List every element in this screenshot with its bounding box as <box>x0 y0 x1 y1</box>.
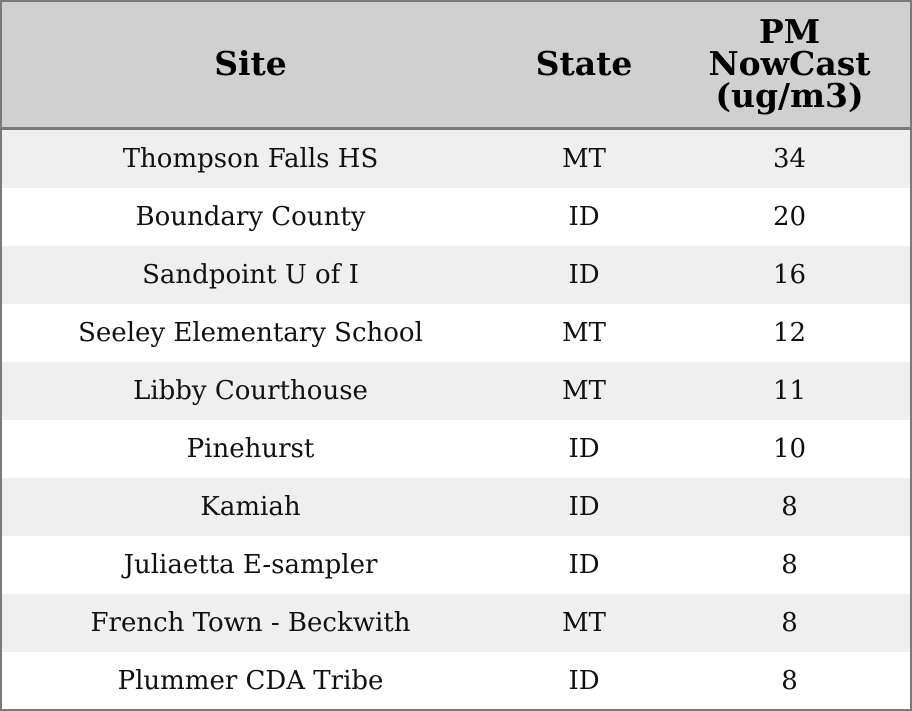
table-body <box>2 128 910 710</box>
cell-pm-value: 16 <box>669 246 910 304</box>
cell-site: Kamiah <box>2 478 499 536</box>
cell-state: ID <box>499 478 669 536</box>
column-header-site: Site <box>2 2 499 128</box>
cell-state: MT <box>499 594 669 652</box>
cell-pm-value: 8 <box>669 478 910 536</box>
cell-site: French Town - Beckwith <box>2 594 499 652</box>
cell-state: ID <box>499 246 669 304</box>
cell-state: ID <box>499 420 669 478</box>
table-row <box>2 304 910 362</box>
cell-state: MT <box>499 304 669 362</box>
cell-site: Thompson Falls HS <box>2 128 499 188</box>
cell-pm-value: 34 <box>669 128 910 188</box>
cell-pm-value: 10 <box>669 420 910 478</box>
cell-state: MT <box>499 362 669 420</box>
cell-site: Libby Courthouse <box>2 362 499 420</box>
cell-pm-value: 20 <box>669 188 910 246</box>
pm-nowcast-table <box>2 2 910 710</box>
cell-pm-value: 12 <box>669 304 910 362</box>
table-row <box>2 478 910 536</box>
table-row <box>2 362 910 420</box>
table-header-row <box>2 2 910 128</box>
table-row <box>2 420 910 478</box>
cell-pm-value: 8 <box>669 594 910 652</box>
cell-pm-value: 8 <box>669 652 910 710</box>
cell-state: ID <box>499 536 669 594</box>
table-row <box>2 246 910 304</box>
cell-site: Plummer CDA Tribe <box>2 652 499 710</box>
table-row <box>2 128 910 188</box>
cell-state: ID <box>499 652 669 710</box>
cell-state: ID <box>499 188 669 246</box>
cell-state: MT <box>499 128 669 188</box>
table-row <box>2 594 910 652</box>
cell-pm-value: 11 <box>669 362 910 420</box>
cell-pm-value: 8 <box>669 536 910 594</box>
cell-site: Seeley Elementary School <box>2 304 499 362</box>
cell-site: Juliaetta E-sampler <box>2 536 499 594</box>
cell-site: Boundary County <box>2 188 499 246</box>
cell-site: Sandpoint U of I <box>2 246 499 304</box>
table-row <box>2 652 910 710</box>
column-header-state: State <box>499 2 669 128</box>
table-row <box>2 536 910 594</box>
table-row <box>2 188 910 246</box>
column-header-pm-nowcast: PM NowCast (ug/m3) <box>669 2 910 128</box>
cell-site: Pinehurst <box>2 420 499 478</box>
